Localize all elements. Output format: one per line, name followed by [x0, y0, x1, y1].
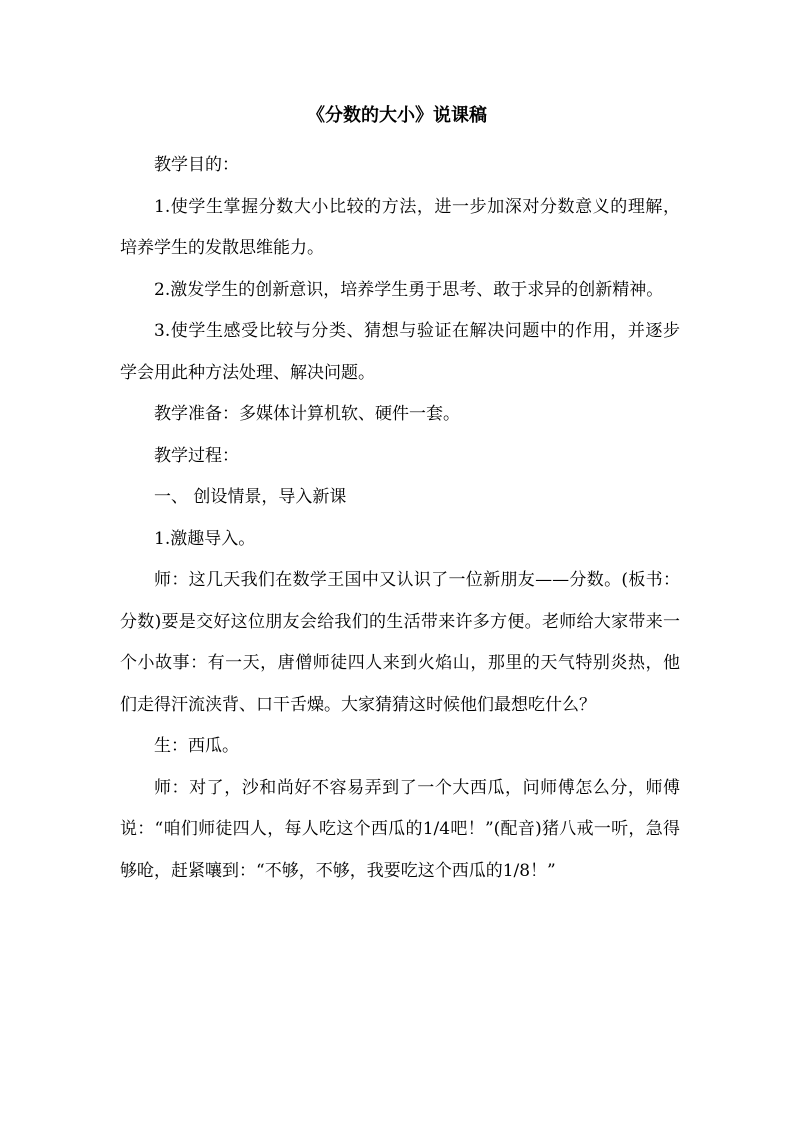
paragraph-objective-3: 3.使学生感受比较与分类、猜想与验证在解决问题中的作用，并逐步学会用此种方法处理、解决问题。: [120, 321, 680, 383]
paragraph-subsection-1: 1.激趣导入。: [154, 528, 256, 549]
paragraph-objective-2: 2.激发学生的创新意识，培养学生勇于思考、敢于求异的创新精神。: [154, 279, 664, 300]
paragraph-teacher-story: 师：这几天我们在数学王国中又认识了一位新朋友——分数。(板书：分数)要是交好这位朋友会给我们的生活带来许多方便。老师给大家带来一个小故事：有一天，唐僧师徒四人来到火焰山，那里的天气特别炎热，他们走得汗流浃背、口干舌燥。大家猜猜这时候他们最想吃什么？: [120, 570, 680, 715]
paragraph-process-heading: 教学过程：: [154, 445, 239, 466]
paragraph-teacher-watermelon: 师：对了，沙和尚好不容易弄到了一个大西瓜，问师傅怎么分，师傅说：“咱们师徒四人，每人吃这个西瓜的1/4吧！”(配音)猪八戒一听，急得够呛，赶紧嚷到：“不够，不够，我要吃这个西瓜的1/8！”: [120, 777, 680, 881]
document-body: [120, 145, 680, 892]
paragraph-objective-1: 1.使学生掌握分数大小比较的方法，进一步加深对分数意义的理解，培养学生的发散思维能力。: [120, 196, 680, 258]
paragraph-objectives-heading: 教学目的：: [154, 155, 239, 175]
paragraph-preparation: 教学准备：多媒体计算机软、硬件一套。: [154, 404, 460, 424]
paragraph-section-1-heading: 一、 创设情景，导入新课: [154, 487, 347, 507]
document-title: 《分数的大小》说课稿: [307, 105, 487, 126]
paragraph-student-answer: 生：西瓜。: [154, 736, 239, 756]
